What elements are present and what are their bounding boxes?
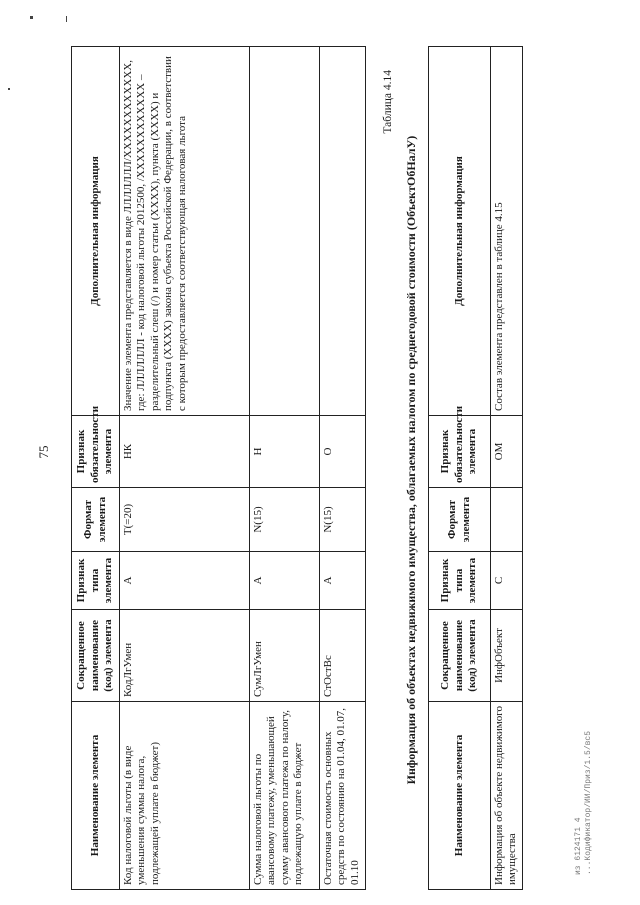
print-stamp: [574, 731, 594, 875]
real-estate-objects-table: [428, 46, 523, 890]
column-header: Признак типа элемента: [429, 552, 491, 610]
element-format-cell: N(15): [320, 488, 366, 552]
element-required-cell: НК: [120, 416, 250, 488]
element-format-cell: [491, 488, 523, 552]
column-header: Формат элемента: [429, 488, 491, 552]
table-row: [250, 47, 320, 890]
element-code-cell: ИнфОбъект: [491, 610, 523, 702]
element-type-cell: А: [320, 552, 366, 610]
element-type-cell: С: [491, 552, 523, 610]
column-header: Признак типа элемента: [72, 552, 120, 610]
table-header-row: [429, 47, 491, 890]
table-row: [320, 47, 366, 890]
element-type-cell: А: [250, 552, 320, 610]
column-header: Сокращенное наименование (код) элемента: [429, 610, 491, 702]
element-name-cell: Остаточная стоимость основных средств по состоянию на 01.04, 01.07, 01.10: [320, 702, 366, 890]
element-required-cell: О: [320, 416, 366, 488]
element-name-cell: Сумма налоговой льготы по авансовому платежу, уменьшающей сумму авансового платежа по налогу, подлежащую уплате в бюджет: [250, 702, 320, 890]
column-header: Наименование элемента: [429, 702, 491, 890]
print-stamp-line: из 6124171 4: [574, 817, 583, 875]
column-header: Формат элемента: [72, 488, 120, 552]
table-caption: Таблица 4.14: [382, 70, 394, 134]
element-code-cell: СумЛгУмен: [250, 610, 320, 702]
element-code-cell: СтОстВс: [320, 610, 366, 702]
element-required-cell: Н: [250, 416, 320, 488]
column-header: Наименование элемента: [72, 702, 120, 890]
element-info-cell: [320, 47, 366, 416]
column-header: Сокращенное наименование (код) элемента: [72, 610, 120, 702]
print-stamp-line: ...Кодификатор/ИИ/Приз/1.5/вс5: [584, 730, 593, 875]
column-header: Дополнительная информация: [429, 47, 491, 416]
column-header: Дополнительная информация: [72, 47, 120, 416]
page-number: 75: [36, 445, 51, 459]
element-code-cell: КодЛгУмен: [120, 610, 250, 702]
element-info-cell: [250, 47, 320, 416]
element-name-cell: Информация об объекте недвижимого имущества: [491, 702, 523, 890]
elements-table-continued: [71, 46, 366, 890]
element-format-cell: T(=20): [120, 488, 250, 552]
table-header-row: [72, 47, 120, 890]
table-row: [120, 47, 250, 890]
table-row: [491, 47, 523, 890]
element-info-cell: Состав элемента представлен в таблице 4.15: [491, 47, 523, 416]
element-required-cell: ОМ: [491, 416, 523, 488]
column-header: Признак обязательности элемента: [429, 416, 491, 488]
element-name-cell: Код налоговой льготы (в виде уменьшения суммы налога, подлежащей уплате в бюджет): [120, 702, 250, 890]
element-type-cell: А: [120, 552, 250, 610]
element-format-cell: N(15): [250, 488, 320, 552]
column-header: Признак обязательности элемента: [72, 416, 120, 488]
table-title: Информация об объектах недвижимого имущества, облагаемых налогом по среднегодовой стоимости (ОбъектОбНалУ): [404, 135, 418, 785]
element-info-cell: Значение элемента представляется в виде ЛЛЛЛЛЛЛ/ХХХХХХХХХХХХ, где: ЛЛЛЛЛЛЛ - код налоговой льготы 2012500, /ХХХХХХХХХХХХ – разделительный слеш (/) и номер статьи (ХХХХ), пункта (ХХХХ) и подпункта (ХХХХ) закона субъекта Российской Федерации, в соответствии с которым предоставляется соответствующая налоговая льгота: [120, 47, 250, 416]
